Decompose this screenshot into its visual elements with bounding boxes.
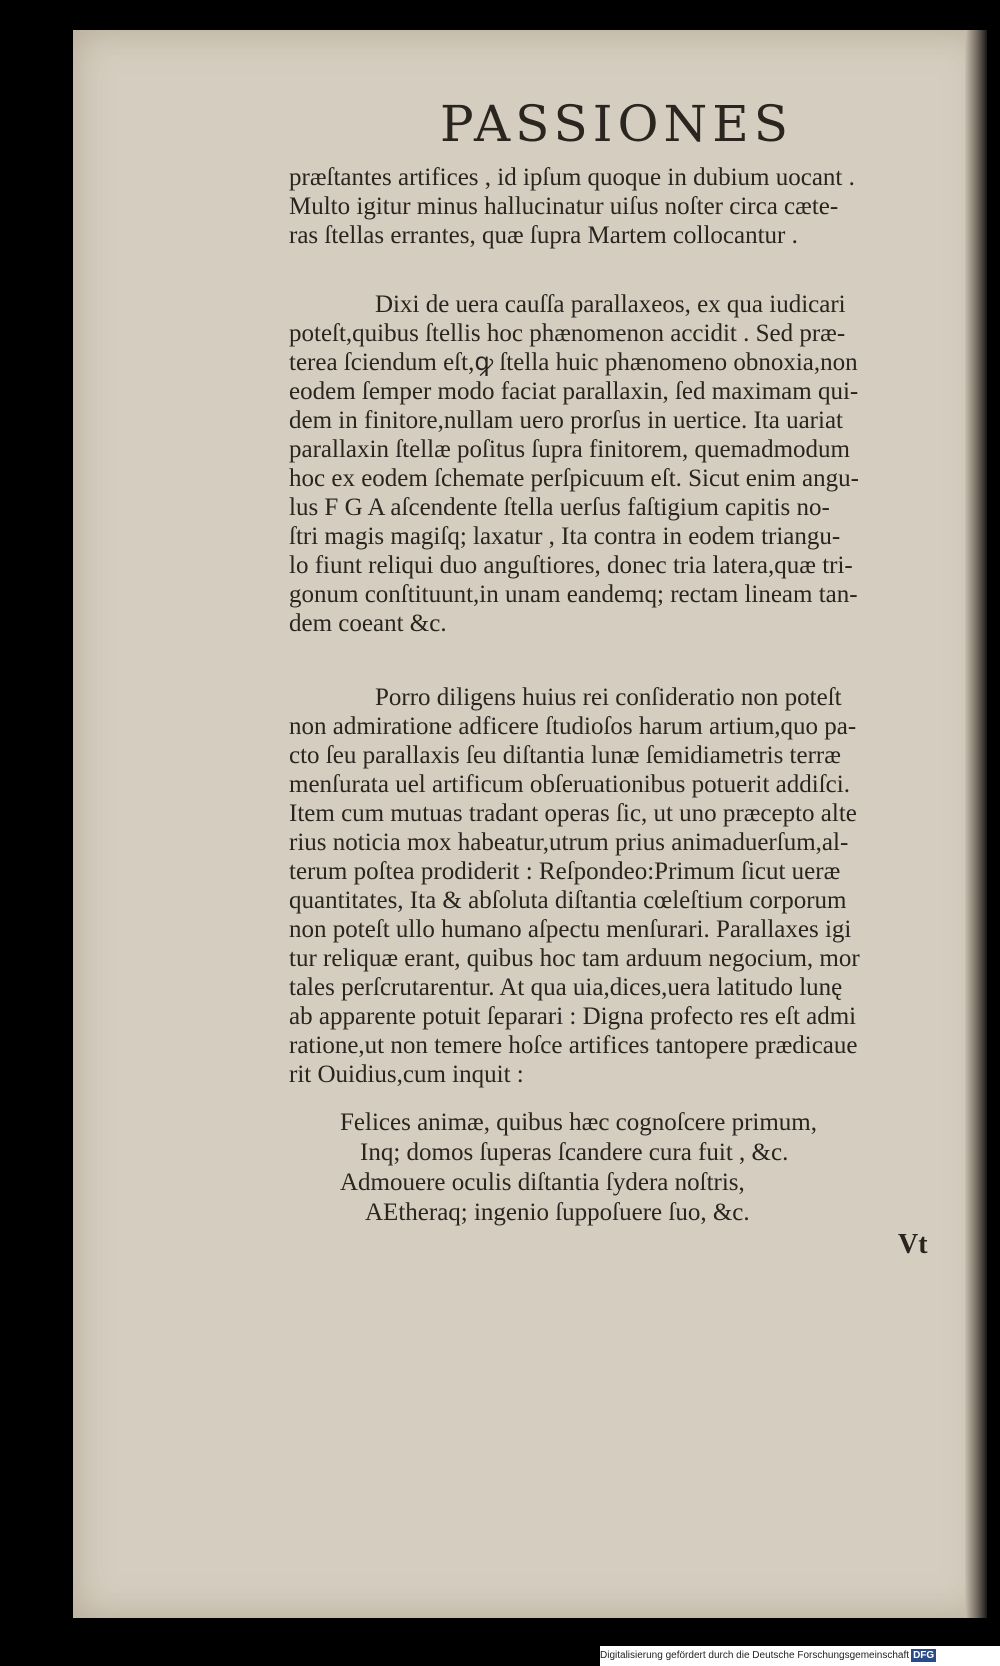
text-line: tales perſcrutarentur. At qua uia,dices,uera latitudo lunę (289, 974, 843, 1001)
text-line: Porro diligens huius rei conſideratio non poteſt (375, 684, 842, 711)
digitization-credit (600, 1646, 1000, 1666)
text-line: ras ſtellas errantes, quæ ſupra Martem collocantur . (289, 222, 798, 249)
text-line: Item cum mutuas tradant operas ſic, ut uno præcepto alte (289, 800, 857, 827)
text-line: hoc ex eodem ſchemate perſpicuum eſt. Sicut enim angu- (289, 465, 859, 492)
text-line: eodem ſemper modo faciat parallaxin, ſed maximam qui- (289, 378, 859, 405)
page-edge (965, 30, 987, 1618)
text-line: Dixi de uera cauſſa parallaxeos, ex qua iudicari (375, 291, 846, 318)
text-line: terea ſciendum eſt,ꝙ ſtella huic phænomeno obnoxia,non (289, 349, 858, 376)
text-line: dem in finitore,nullam uero prorſus in uertice. Ita uariat (289, 407, 843, 434)
text-line: non poteſt ullo humano aſpectu menſurari. Parallaxes igi (289, 916, 852, 943)
text-line: tur reliquæ erant, quibus hoc tam arduum negocium, mor (289, 945, 860, 972)
running-header: PASSIONES (440, 95, 794, 153)
text-line: parallaxin ſtellæ poſitus ſupra finitorem, quemadmodum (289, 436, 850, 463)
text-line: lus F G A aſcendente ſtella uerſus faſtigium capitis no- (289, 494, 830, 521)
text-line: non admiratione adficere ſtudioſos harum artium,quo pa- (289, 713, 857, 740)
text-line: rius noticia mox habeatur,utrum prius animaduerſum,al- (289, 829, 849, 856)
text-line: præſtantes artifices , id ipſum quoque in dubium uocant . (289, 164, 855, 191)
text-line: rit Ouidius,cum inquit : (289, 1061, 524, 1088)
verse-line: Felices animæ, quibus hæc cognoſcere primum, (340, 1109, 817, 1136)
text-line: ſtri magis magiſq; laxatur , Ita contra in eodem triangu- (289, 523, 841, 550)
text-line: menſurata uel artificum obſeruationibus potuerit addiſci. (289, 771, 850, 798)
credit-text: Digitalisierung gefördert durch die Deutsche Forschungsgemeinschaft (600, 1650, 910, 1661)
text-line: gonum conſtituunt,in unam eandemq; rectam lineam tan- (289, 581, 858, 608)
verse-line: Admouere oculis diſtantia ſydera noſtris, (340, 1169, 745, 1196)
catchword: Vt (898, 1229, 928, 1260)
text-line: Multo igitur minus hallucinatur uiſus noſter circa cæte- (289, 193, 839, 220)
text-line: ab apparente potuit ſeparari : Digna profecto res eſt admi (289, 1003, 857, 1030)
text-line: dem coeant &c. (289, 610, 447, 637)
verse-line: Inq; domos ſuperas ſcandere cura fuit , &c. (360, 1139, 789, 1166)
text-line: cto ſeu parallaxis ſeu diſtantia lunæ ſemidiametris terræ (289, 742, 841, 769)
text-line: quantitates, Ita & abſoluta diſtantia cœleſtium corporum (289, 887, 847, 914)
verse-line: AEtheraq; ingenio ſuppoſuere ſuo, &c. (365, 1199, 750, 1226)
text-line: ratione,ut non temere hoſce artifices tantopere prædicaue (289, 1032, 858, 1059)
text-line: poteſt,quibus ſtellis hoc phænomenon accidit . Sed præ- (289, 320, 846, 347)
text-line: terum poſtea prodiderit : Reſpondeo:Primum ſicut ueræ (289, 858, 841, 885)
text-line: lo fiunt reliqui duo anguſtiores, donec tria latera,quæ tri- (289, 552, 853, 579)
dfg-logo: DFG (913, 1650, 935, 1661)
